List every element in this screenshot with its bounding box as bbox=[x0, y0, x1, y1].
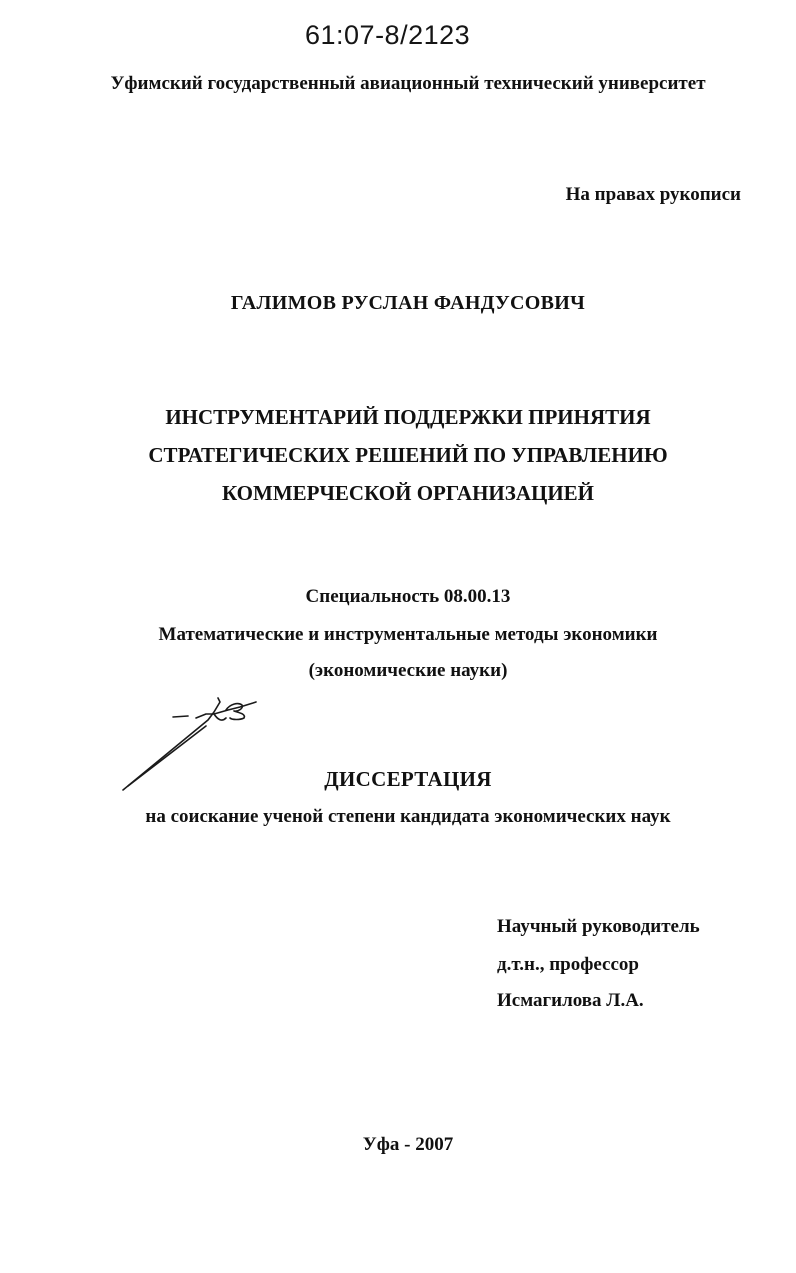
university-name: Уфимский государственный авиационный технический университет bbox=[110, 73, 706, 94]
advisor-rank: д.т.н., профессор bbox=[497, 954, 639, 975]
advisor-role: Научный руководитель bbox=[497, 916, 700, 937]
specialty-name: Математические и инструментальные методы экономики bbox=[158, 624, 658, 645]
title-line: КОММЕРЧЕСКОЙ ОРГАНИЗАЦИЕЙ bbox=[221, 481, 595, 505]
advisor-name: Исмагилова Л.А. bbox=[497, 990, 644, 1011]
title-line: ИНСТРУМЕНТАРИЙ ПОДДЕРЖКИ ПРИНЯТИЯ bbox=[165, 405, 651, 429]
document-type: ДИССЕРТАЦИЯ bbox=[324, 767, 492, 791]
title-line: СТРАТЕГИЧЕСКИХ РЕШЕНИЙ ПО УПРАВЛЕНИЮ bbox=[148, 443, 668, 467]
science-field: (экономические науки) bbox=[308, 660, 508, 681]
degree-statement: на соискание ученой степени кандидата экономических наук bbox=[145, 806, 671, 827]
specialty-code: Специальность 08.00.13 bbox=[305, 586, 511, 607]
author-name: ГАЛИМОВ РУСЛАН ФАНДУСОВИЧ bbox=[230, 292, 586, 314]
dissertation-title bbox=[0, 398, 796, 512]
city-year: Уфа - 2007 bbox=[362, 1134, 454, 1155]
manuscript-note: На правах рукописи bbox=[565, 184, 741, 205]
catalog-number: 61:07-8/2123 bbox=[305, 20, 471, 50]
